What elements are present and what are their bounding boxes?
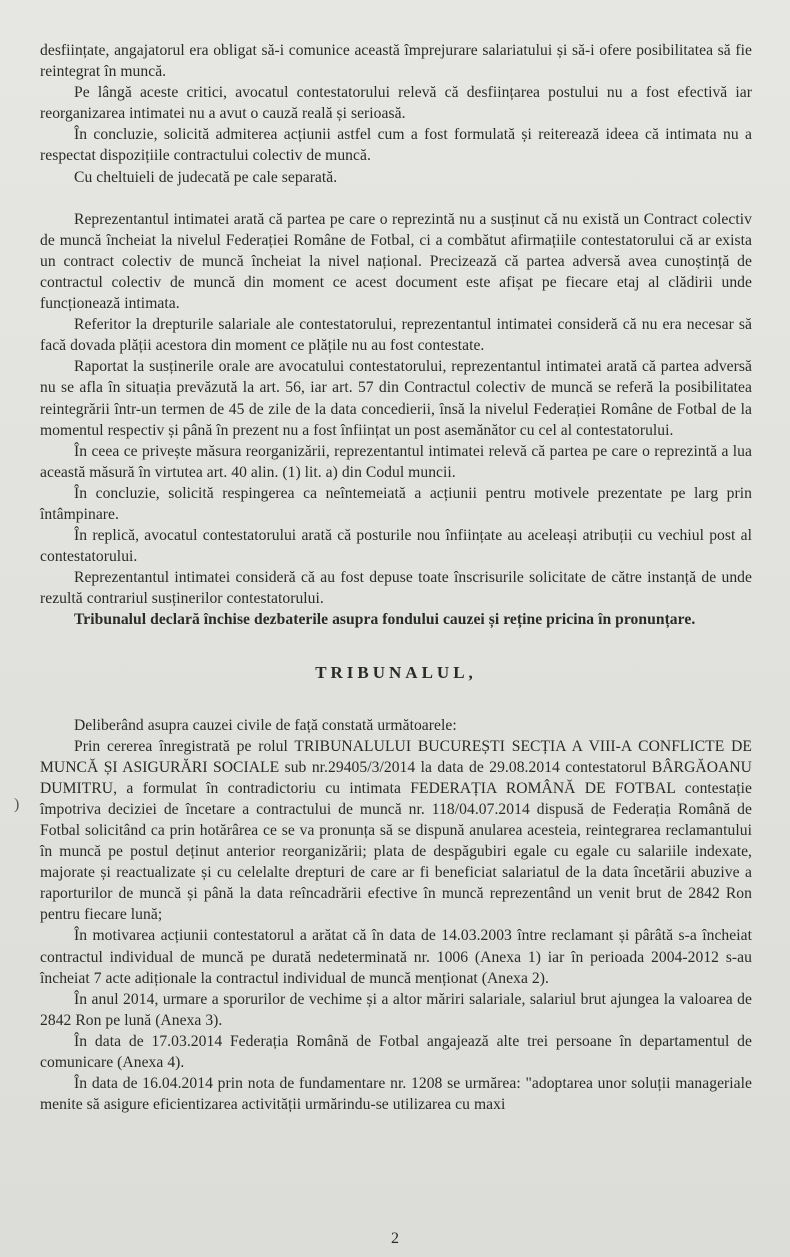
- paragraph: Referitor la drepturile salariale ale contestatorului, reprezentantul intimatei consideră că nu era necesar să facă dovada plății acestora din moment ce plățile nu au fost contestate.: [40, 316, 752, 355]
- paragraph: În concluzie, solicită respingerea ca neîntemeiată a acțiunii pentru motivele prezentate pe larg prin întâmpinare.: [40, 484, 752, 523]
- paragraph: Pe lângă aceste critici, avocatul contestatorului relevă că desființarea postului nu a fost efectivă iar reorganizarea intimatei nu a avut o cauză reală și serioasă.: [40, 84, 752, 123]
- paragraph: Reprezentantul intimatei arată că partea pe care o reprezintă nu a susținut că nu există un Contract colectiv de muncă încheiat la nivelul Federației Române de Fotbal, ci a combătut afirmațiile contestatorului că ar exista un contract colectiv de muncă încheiat la nivel național. Precizează că partea adversă avea cunoștință de contractul colectiv de muncă din moment ce acest document este afișat pe fiecare etaj al clădirii unde funcționează intimata.: [40, 210, 752, 313]
- paragraph: Reprezentantul intimatei consideră că au fost depuse toate înscrisurile solicitate de către instanță de unde rezultă contrariul susținerilor contestatorului.: [40, 569, 752, 608]
- paragraph: În anul 2014, urmare a sporurilor de vechime și a altor măriri salariale, salariul brut ajungea la valoarea de 2842 Ron pe lună (Anexa 3).: [40, 990, 752, 1029]
- page-number: 2: [391, 1230, 399, 1247]
- paragraph: Cu cheltuieli de judecată pe cale separată.: [74, 168, 338, 186]
- body-text-top: [40, 40, 752, 631]
- paragraph: În replică, avocatul contestatorului arată că posturile nou înființate au aceleași atribuții cu vechiul post al contestatorului.: [40, 527, 752, 566]
- margin-mark: ): [14, 796, 20, 813]
- paragraph: În ceea ce privește măsura reorganizării, reprezentantul intimatei relevă că partea pe care o reprezintă a lua această măsură în virtutea art. 40 alin. (1) lit. a) din Codul muncii.: [40, 442, 752, 481]
- paragraph: În motivarea acțiunii contestatorul a arătat că în data de 14.03.2003 între reclamant și pârâtă s-a încheiat contractul individual de muncă pe durată nedeterminată nr. 1006 (Anexa 1) iar în perioada 2004-2012 s-au încheiat 7 acte adiționale la contractul individual de muncă menționat (Anexa 2).: [40, 927, 752, 987]
- body-text-bottom: [40, 715, 752, 1116]
- section-heading: TRIBUNALUL,: [315, 662, 477, 682]
- paragraph: În data de 16.04.2014 prin nota de fundamentare nr. 1208 se urmărea: "adoptarea unor soluții manageriale menite să asigure eficientizarea activității urmărindu-se utilizarea cu maxi: [40, 1075, 752, 1114]
- paragraph: Raportat la susținerile orale are avocatului contestatorului, reprezentantul intimatei arată că partea adversă nu se afla în situația prevăzută la art. 56, iar art. 57 din Contractul colectiv de muncă se referă la posibilitatea reintegrării într-un termen de 45 de zile de la data concedierii, însă la nivelul Federației Române de Fotbal de la momentul respectiv și până în prezent nu a fost înființat un post asemănător cu cel al contestatorului.: [40, 358, 752, 439]
- court-declaration: Tribunalul declară închise dezbaterile asupra fondului cauzei și reține pricina în pronunțare.: [74, 611, 696, 629]
- paragraph: Prin cererea înregistrată pe rolul TRIBUNALULUI BUCUREȘTI SECȚIA A VIII-A CONFLICTE DE MUNCĂ ȘI ASIGURĂRI SOCIALE sub nr.29405/3/2014 la data de 29.08.2014 contestatorul BÂRGĂOANU DUMITRU, a formulat în contradictoriu cu intimata FEDERAȚIA ROMÂNĂ DE FOTBAL contestație împotriva deciziei de încetare a contractului de muncă nr. 118/04.07.2014 dispusă de Federația Română de Fotbal solicitând ca prin hotărârea ce se va pronunța să se dispună anularea acesteia, reintegrarea reclamantului în muncă pe postul deținut anterior reorganizării; plata de despăgubiri egale cu egale cu salariile indexate, majorate și reactualizate și cu celelalte drepturi de care ar fi beneficiat salariatul de la data încetării abuzive a raporturilor de muncă și până la data reîncadrării efective în muncă reprezentând un venit brut de 2842 Ron pentru fiecare lună;: [40, 737, 752, 924]
- paragraph: În data de 17.03.2014 Federația Română de Fotbal angajează alte trei persoane în departamentul de comunicare (Anexa 4).: [40, 1032, 752, 1072]
- paragraph: În concluzie, solicită admiterea acțiunii astfel cum a fost formulată și reiterează ideea că intimata nu a respectat dispozițiile contractului colectiv de muncă.: [40, 126, 752, 165]
- paragraph: Deliberând asupra cauzei civile de față constată următoarele:: [74, 716, 457, 734]
- paragraph: desființate, angajatorul era obligat să-i comunice această împrejurare salariatului și să-i ofere posibilitatea să fie reintegrat în muncă.: [40, 42, 752, 81]
